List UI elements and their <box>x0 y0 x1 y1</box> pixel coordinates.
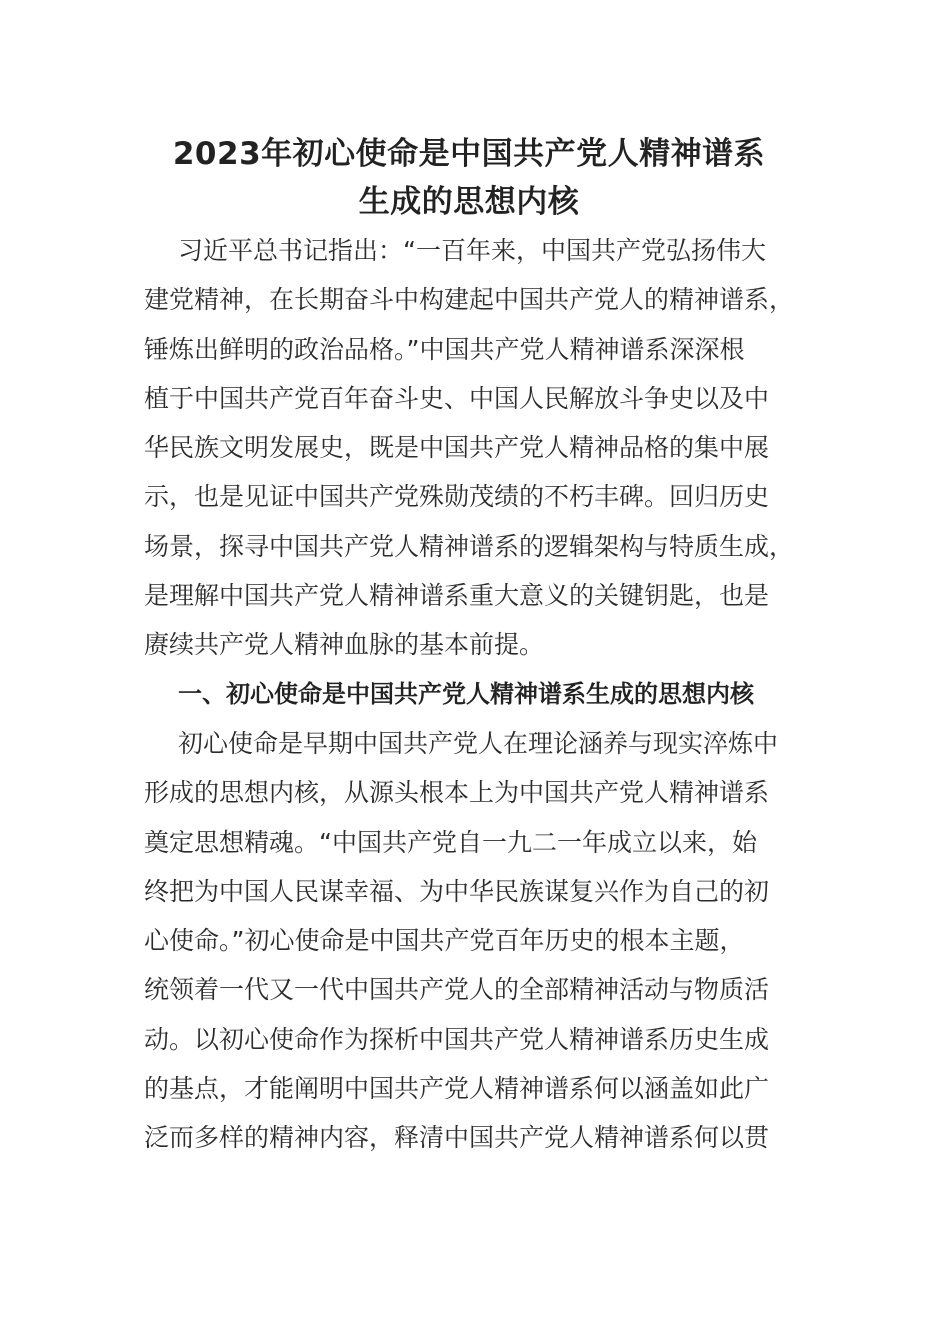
paragraph-line: 形成的思想内核，从源头根本上为中国共产党人精神谱系 <box>144 778 770 808</box>
paragraph-line: 建党精神，在长期奋斗中构建起中国共产党人的精神谱系， <box>144 285 795 315</box>
title-line: 2023年初心使命是中国共产党人精神谱系 <box>172 136 766 172</box>
paragraph-line: 心使命。”初心使命是中国共产党百年历史的根本主题， <box>144 926 745 956</box>
paragraph-line: 华民族文明发展史，既是中国共产党人精神品格的集中展 <box>144 433 770 463</box>
paragraph-line: 习近平总书记指出：“一百年来，中国共产党弘扬伟大 <box>178 236 766 265</box>
title-line: 生成的思想内核 <box>358 184 580 220</box>
paragraph-line: 终把为中国人民谋幸福、为中华民族谋复兴作为自己的初 <box>144 876 770 906</box>
paragraph-line: 示，也是见证中国共产党殊勋茂绩的不朽丰碑。回归历史 <box>144 482 770 512</box>
paragraph-line: 奠定思想精魂。“中国共产党自一九二一年成立以来，始 <box>144 827 757 857</box>
paragraph-line: 泛而多样的精神内容，释清中国共产党人精神谱系何以贯 <box>144 1123 770 1153</box>
document-page <box>144 130 794 1163</box>
section-heading: 一、初心使命是中国共产党人精神谱系生成的思想内核 <box>178 679 754 708</box>
paragraph-line: 植于中国共产党百年奋斗史、中国人民解放斗争史以及中 <box>144 383 770 413</box>
paragraph-line: 赓续共产党人精神血脉的基本前提。 <box>144 630 545 660</box>
paragraph-line: 的基点，才能阐明中国共产党人精神谱系何以涵盖如此广 <box>144 1074 770 1104</box>
paragraph-line: 是理解中国共产党人精神谱系重大意义的关键钥匙，也是 <box>144 581 770 611</box>
document-title <box>144 130 794 226</box>
intro-paragraph <box>144 226 794 670</box>
paragraph-line: 场景，探寻中国共产党人精神谱系的逻辑架构与特质生成， <box>144 531 795 561</box>
section-paragraph <box>144 719 794 1163</box>
paragraph-line: 锤炼出鲜明的政治品格。”中国共产党人精神谱系深深根 <box>144 334 745 364</box>
paragraph-line: 动。以初心使命作为探析中国共产党人精神谱系历史生成 <box>144 1024 770 1054</box>
paragraph-line: 统领着一代又一代中国共产党人的全部精神活动与物质活 <box>144 975 770 1005</box>
paragraph-line: 初心使命是早期中国共产党人在理论涵养与现实淬炼中 <box>178 728 779 758</box>
